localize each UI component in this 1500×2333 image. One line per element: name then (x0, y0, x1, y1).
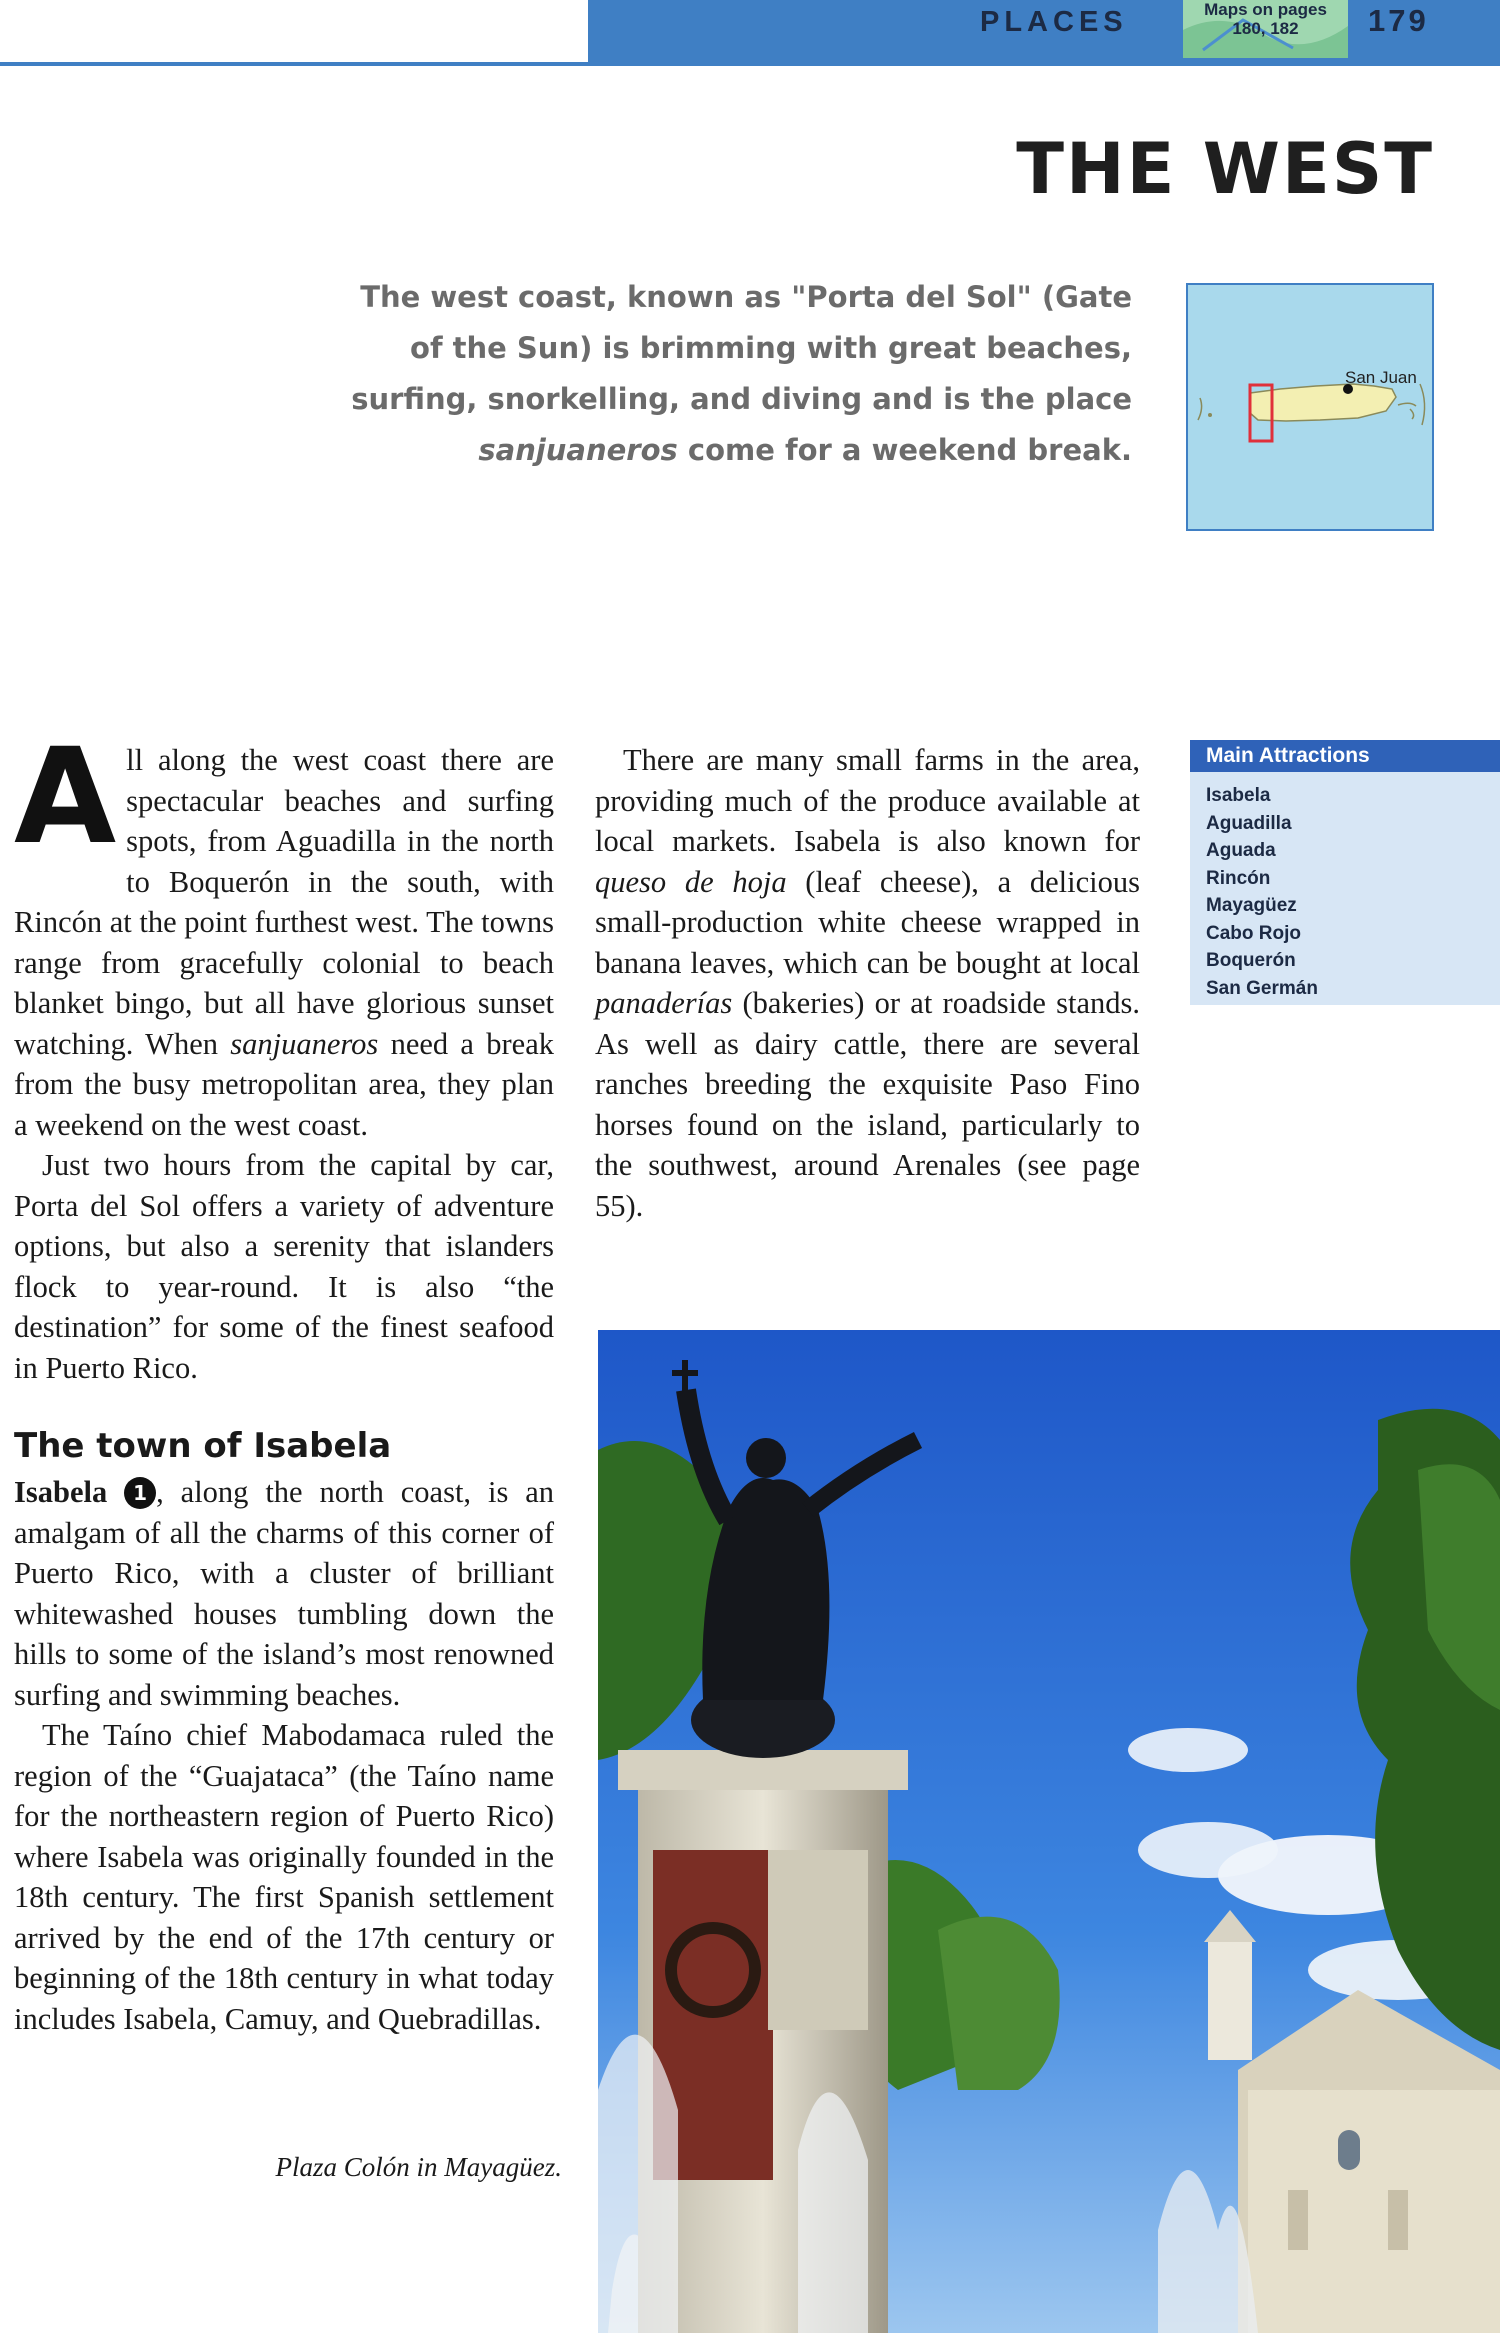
body-column-right (595, 740, 1140, 1226)
drop-cap: A (14, 720, 117, 874)
main-attractions-title: Main Attractions (1190, 740, 1500, 772)
intro-line: of the Sun) is brimming with great beaches, (410, 331, 1132, 365)
attraction-item: Cabo Rojo (1206, 922, 1301, 944)
paragraph-emphasis: sanjuaneros (230, 1026, 379, 1061)
paragraph-text: There are many small farms in the area, providing much of the produce available at local markets. Isabela is also known for (595, 743, 1140, 858)
intro-line-rest: come for a weekend break. (677, 433, 1132, 467)
puerto-rico-map (1188, 285, 1432, 529)
maps-reference[interactable] (1183, 0, 1348, 58)
paragraph: Just two hours from the capital by car, Porta del Sol offers a variety of adventure options, but also a serenity that islanders flock to year-round. It is also “the destination” for some of the finest seafood in Puerto Rico. (14, 1148, 554, 1385)
intro-line (270, 425, 1132, 476)
paragraph (595, 740, 1140, 1226)
paragraph-text: need a break from the busy metropolitan area, they plan a weekend on the west coast. (14, 1026, 554, 1142)
intro-standfirst (270, 272, 1132, 476)
attraction-item: Aguada (1206, 840, 1276, 861)
paragraph (14, 1472, 554, 1715)
san-juan-label: San Juan (1345, 368, 1417, 387)
attraction-item: Isabela (1206, 785, 1271, 806)
intro-emphasis: sanjuaneros (478, 433, 678, 467)
photo-caption: Plaza Colón in Mayagüez. (275, 2152, 562, 2182)
attraction-item: Aguadilla (1206, 812, 1292, 834)
maps-reference-label: Maps on pages (1204, 0, 1327, 19)
plaza-colon-photo (598, 1330, 1500, 2333)
paragraph: The Taíno chief Mabodamaca ruled the region of the “Guajataca” (the Taíno name for the northeastern region of Puerto Rico) where Isabela was originally founded in the 18th century. The first Spanish settlement arrived by the end of the 17th century or beginning of the 18th century in what today includes Isabela, Camuy, and Quebradillas. (14, 1718, 554, 2036)
body-column-left (14, 720, 555, 2039)
paragraph-text: , along the north coast, is an amalgam of all the charms of this corner of Puerto Rico, with a cluster of brilliant whitewashed houses tumbling down the hills to some of the island’s most renowned surfing and swimming beaches. (14, 1475, 555, 1712)
paragraph-text: ll along the west coast there are spectacular beaches and surfing spots, from Aguadilla in the north to Boquerón in the south, with Rincón at the point furthest west. The towns range from gracefully colonial to beach blanket bingo, but all have glorious sunset watching. When (14, 743, 554, 1061)
paragraph-emphasis: queso de hoja (595, 864, 787, 899)
section-label: PLACES (980, 6, 1128, 38)
paragraph (14, 720, 554, 1145)
intro-line: The west coast, known as "Porta del Sol" (Gate (360, 280, 1132, 314)
attraction-item: Boquerón (1206, 950, 1296, 971)
attraction-item: Rincón (1206, 867, 1271, 889)
place-name: Isabela (14, 1475, 108, 1509)
header-rule (0, 62, 1500, 66)
intro-line: surfing, snorkelling, and diving and is the place (351, 382, 1132, 416)
main-attractions-box (1190, 740, 1500, 1005)
paragraph-emphasis: panaderías (595, 986, 733, 1020)
map-reference-number: 1 (124, 1477, 156, 1509)
maps-reference-pages: 180, 182 (1232, 19, 1299, 38)
paragraph-text: (leaf cheese), a delicious small-production white cheese wrapped in banana leaves, which can be bought at local (595, 864, 1140, 980)
locator-map (1186, 283, 1434, 531)
paragraph-text: (bakeries) or at roadside stands. As well as dairy cattle, there are several ranches breeding the exquisite Paso Fino horses found on the island, particularly to the southwest, around Arenales (see page 55). (595, 986, 1140, 1223)
section-heading: The town of Isabela (14, 1426, 392, 1466)
page-number: 179 (1368, 3, 1429, 38)
photo-illustration (598, 1330, 1500, 2333)
attraction-item: Mayagüez (1206, 895, 1297, 916)
chapter-title: THE WEST (1016, 128, 1434, 210)
main-attractions-list (1190, 782, 1500, 1002)
attraction-item: San Germán (1206, 977, 1318, 999)
